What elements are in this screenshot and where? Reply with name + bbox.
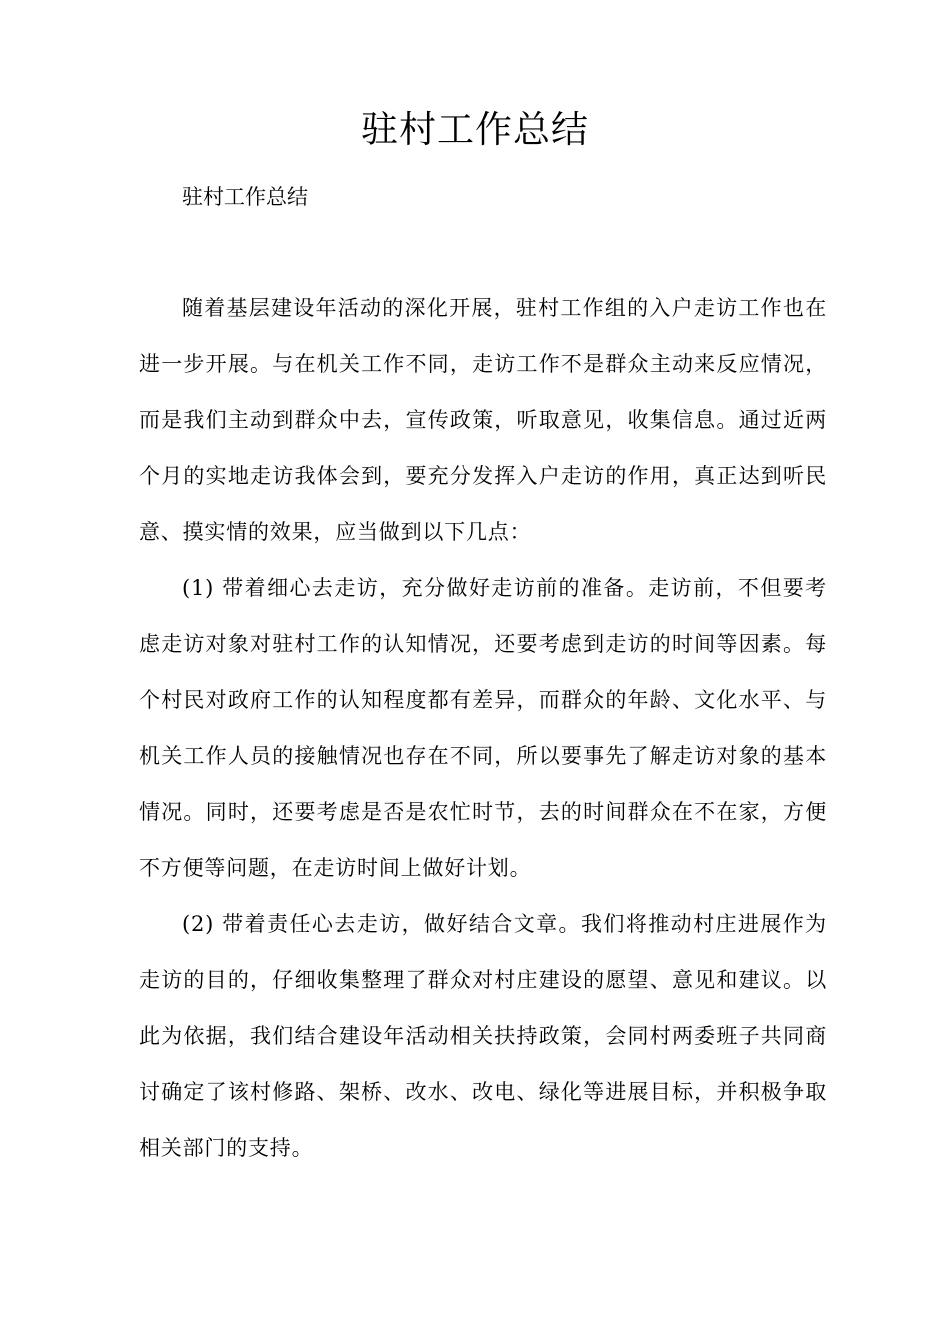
paragraph-point-1: (1) 带着细心去走访，充分做好走访前的准备。走访前，不但要考虑走访对象对驻村工作的认知情况，还要考虑到走访的时间等因素。每个村民对政府工作的认知程度都有差异，而群众的年龄、文化水平、与机关工作人员的接触情况也存在不同，所以要事先了解走访对象的基本情况。同时，还要考虑是否是农忙时节，去的时间群众在不在家，方便不方便等问题，在走访时间上做好计划。 bbox=[139, 576, 827, 880]
paragraph-point-2: (2) 带着责任心去走访，做好结合文章。我们将推动村庄进展作为走访的目的，仔细收集整理了群众对村庄建设的愿望、意见和建议。以此为依据，我们结合建设年活动相关扶持政策，会同村两委班子共同商讨确定了该村修路、架桥、改水、改电、绿化等进展目标，并积极争取相关部门的支持。 bbox=[139, 912, 827, 1160]
document-title: 驻村工作总结 bbox=[361, 108, 589, 151]
document-subtitle: 驻村工作总结 bbox=[182, 185, 308, 209]
paragraph-intro: 随着基层建设年活动的深化开展，驻村工作组的入户走访工作也在进一步开展。与在机关工作不同，走访工作不是群众主动来反应情况，而是我们主动到群众中去，宣传政策，听取意见，收集信息。通过近两个月的实地走访我体会到，要充分发挥入户走访的作用，真正达到听民意、摸实情的效果，应当做到以下几点： bbox=[139, 296, 827, 544]
document-body bbox=[139, 280, 827, 1176]
